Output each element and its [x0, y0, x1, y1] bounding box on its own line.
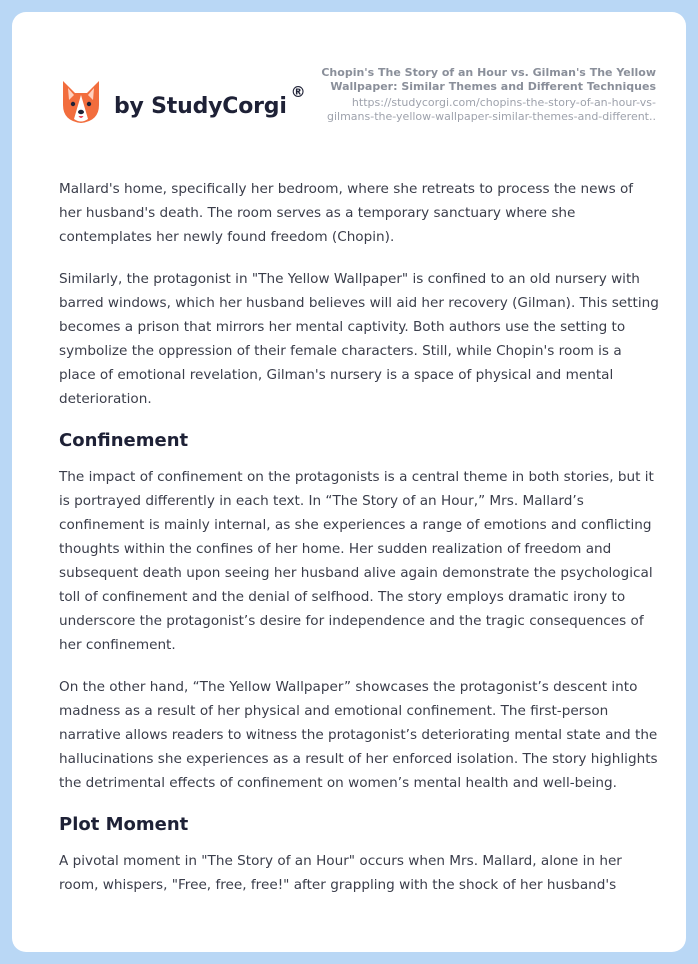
studycorgi-logo[interactable]	[60, 76, 306, 128]
heading-plot-moment: Plot Moment	[59, 814, 189, 835]
corgi-logo-icon	[60, 79, 102, 125]
paragraph-5: A pivotal moment in "The Story of an Hour" occurs when Mrs. Mallard, alone in her room, whispers, "Free, free, free!" after grappling with the shock of her husband's	[59, 853, 622, 893]
essay-content	[59, 177, 659, 915]
page-header	[12, 12, 686, 152]
paragraph-1: Mallard's home, specifically her bedroom, where she retreats to process the news of her husband's death. The room serves as a temporary sanctuary where she contemplates her newly found freedom (Chopin).	[59, 181, 634, 245]
document-meta	[311, 66, 656, 124]
page-card	[12, 12, 686, 952]
paragraph-4: On the other hand, “The Yellow Wallpaper” showcases the protagonist’s descent into madness as a result of her physical and emotional confinement. The first-person narrative allows readers to witness the protagonist’s deteriorating mental state and the hallucinations she experiences as a result of her enforced isolation. The story highlights the detrimental effects of confinement on women’s mental health and well-being.	[59, 679, 658, 791]
logo-text: by StudyCorgi	[114, 93, 287, 119]
document-title: Chopin's The Story of an Hour vs. Gilman's The Yellow Wallpaper: Similar Themes and Different Techniques	[321, 66, 656, 93]
heading-confinement: Confinement	[59, 430, 189, 451]
registered-mark: ®	[290, 83, 306, 101]
paragraph-3: The impact of confinement on the protagonists is a central theme in both stories, but it is portrayed differently in each text. In “The Story of an Hour,” Mrs. Mallard’s confinement is mainly internal, as she experiences a range of emotions and conflicting thoughts within the confines of her home. Her sudden realization of freedom and subsequent death upon seeing her husband alive again demonstrate the psychological toll of confinement and the denial of selfhood. The story employs dramatic irony to underscore the protagonist’s desire for independence and the tragic consequences of her confinement.	[59, 469, 654, 653]
document-url[interactable]: https://studycorgi.com/chopins-the-story-of-an-hour-vs-gilmans-the-yellow-wallpaper-similar-themes-and-different..	[326, 96, 656, 123]
paragraph-2: Similarly, the protagonist in "The Yellow Wallpaper" is confined to an old nursery with barred windows, which her husband believes will aid her recovery (Gilman). This setting becomes a prison that mirrors her mental captivity. Both authors use the setting to symbolize the oppression of their female characters. Still, while Chopin's room is a place of emotional revelation, Gilman's nursery is a space of physical and mental deterioration.	[59, 271, 659, 407]
